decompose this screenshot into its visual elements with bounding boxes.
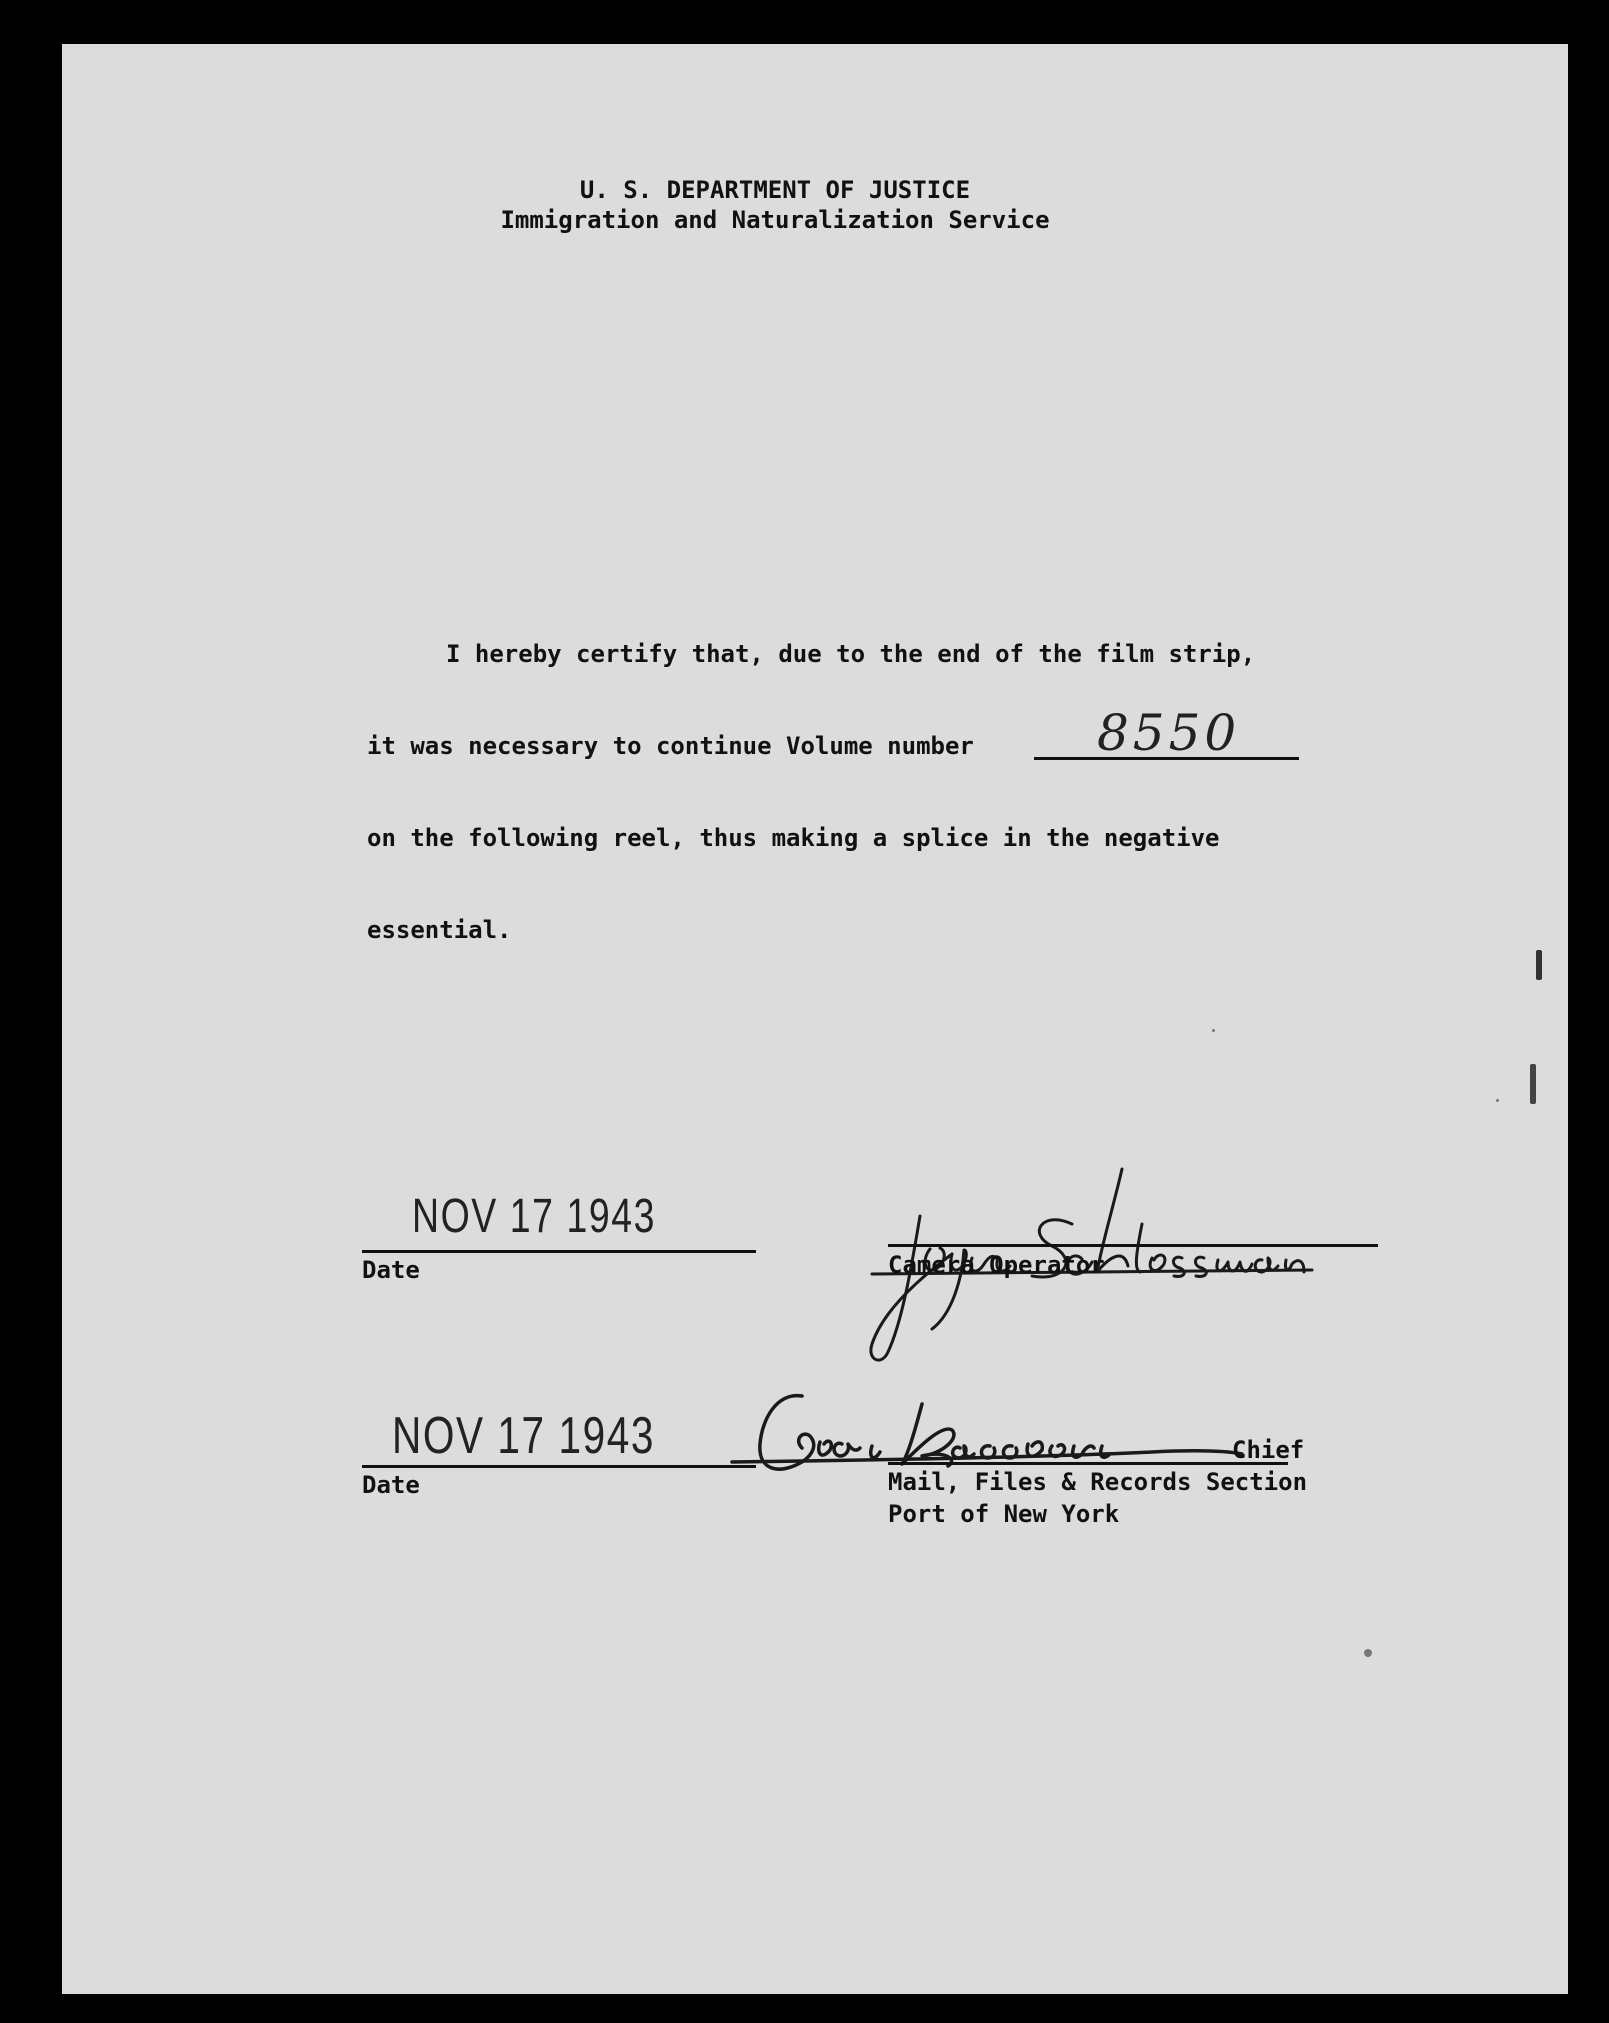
chief-title-line-1: Chief (1232, 1436, 1305, 1464)
operator-date-label: Date (362, 1256, 420, 1284)
volume-number-underline (1034, 757, 1299, 760)
chief-date-line (362, 1465, 756, 1468)
service-heading: Immigration and Naturalization Service (500, 206, 1050, 234)
chief-date-stamp: NOV 17 1943 (392, 1407, 655, 1465)
document-page (62, 44, 1568, 1994)
scan-speck (1212, 1029, 1215, 1032)
certification-line-4: essential. (367, 916, 512, 944)
chief-title-line-2: Mail, Files & Records Section (888, 1468, 1308, 1496)
certification-line-3: on the following reel, thus making a splice in the negative (367, 824, 1220, 852)
scan-speck (1364, 1649, 1372, 1657)
chief-title-line-3: Port of New York (888, 1500, 1120, 1528)
operator-date-stamp: NOV 17 1943 (412, 1190, 657, 1243)
scan-edge-mark (1530, 1064, 1536, 1104)
operator-title: Camera Operator (888, 1251, 1105, 1279)
chief-date-label: Date (362, 1471, 420, 1499)
agency-heading: U. S. DEPARTMENT OF JUSTICE (579, 176, 971, 204)
volume-number: 8550 (1097, 704, 1241, 762)
certification-line-1: I hereby certify that, due to the end of the film strip, (446, 640, 1256, 668)
certification-line-2: it was necessary to continue Volume number (367, 732, 974, 760)
operator-date-line (362, 1250, 756, 1253)
scan-edge-mark (1536, 950, 1542, 980)
operator-signature-line (888, 1244, 1378, 1247)
chief-signature-line (888, 1462, 1288, 1465)
scan-speck (1496, 1099, 1499, 1102)
